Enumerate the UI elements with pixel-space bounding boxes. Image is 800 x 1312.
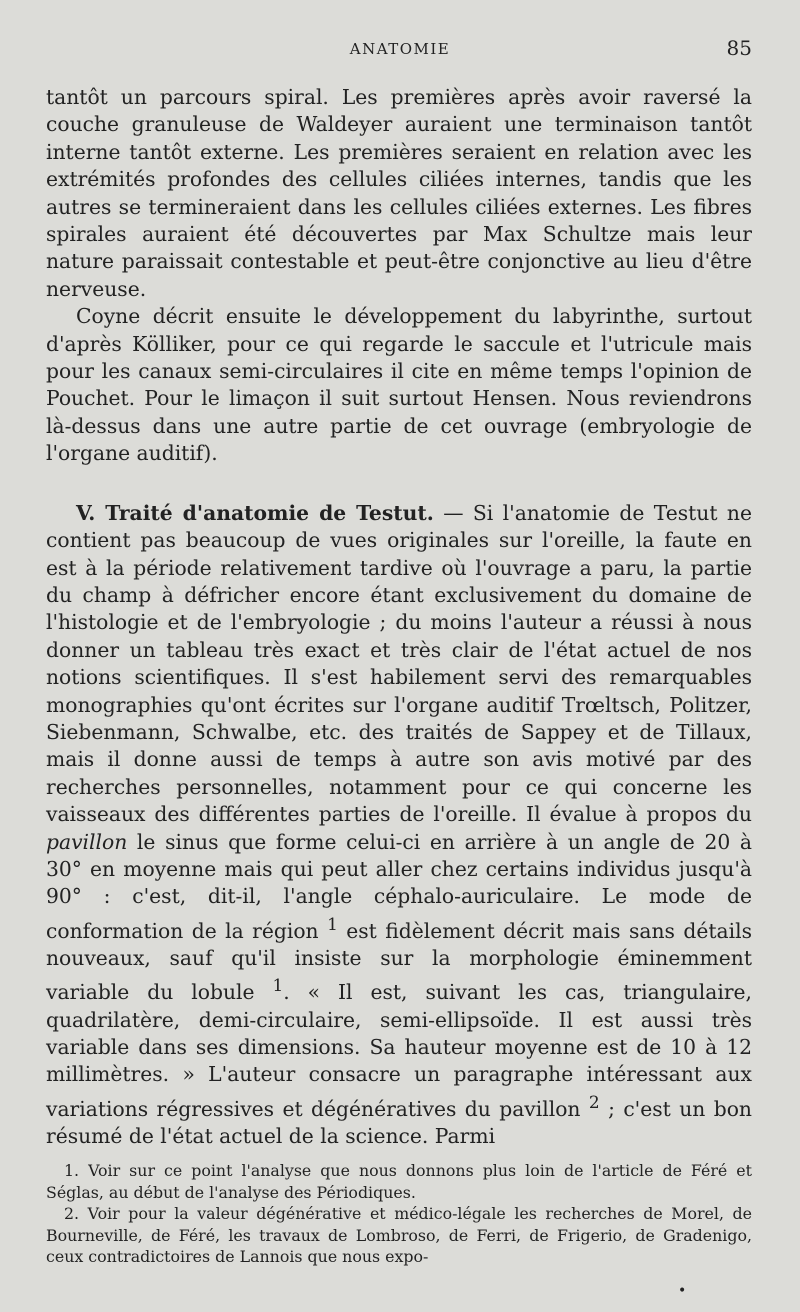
footnote-ref-1: 1: [327, 913, 338, 934]
paragraph-1: tantôt un parcours spiral. Les premières après avoir raversé la couche granuleuse de Waldeyer auraient une terminaison tantôt interne tantôt externe. Les premières seraient en relation avec les extrémités profondes des cellules ciliées internes, tandis que les autres se termineraient dans les cellules ciliées externes. Les fibres spirales auraient été découvertes par Max Schultze mais leur nature paraissait contestable et peut-être conjonctive au lieu d'être nerveuse.: [46, 85, 752, 301]
footnote-1: 1. Voir sur ce point l'analyse que nous donnons plus loin de l'article de Féré et Séglas, au début de l'analyse des Périodiques.: [46, 1161, 752, 1202]
paragraph-3: [46, 500, 752, 1151]
footnote-ref-1b: 1: [272, 975, 284, 996]
section-heading: V. Traité d'anatomie de Testut.: [76, 500, 434, 525]
footnotes: [46, 1160, 752, 1268]
running-title: ANATOMIE: [349, 40, 451, 58]
page-header: [48, 36, 752, 64]
paragraph-3-text-4: . « Il est, suivant les cas, triangulaire, quadrilatère, demi-circulaire, semi-ellipsoïde. Il est aussi très variable dans ses dimensions. Sa hauteur moyenne est de 10 à 12 millimètres. » L'auteur consacre un paragraphe intéressant aux variations régressives et dégénératives du pavillon: [46, 980, 752, 1121]
paragraph-3-text-5: ; c'est un bon résumé de l'état actuel de la science. Parmi: [46, 1096, 752, 1148]
footnote-ref-2: 2: [588, 1091, 600, 1112]
signature-mark: •: [678, 1283, 687, 1299]
page-number: 85: [726, 36, 752, 60]
paragraph-3-text-2: le sinus que forme celui-ci en arrière à un angle de 20 à 30° en moyenne mais qui peut aller chez certains individus jusqu'à 90° : c'est, dit-il, l'angle céphalo-auriculaire. Le mode de conformation de la région: [46, 829, 752, 943]
section-gap: [46, 468, 752, 500]
italic-term: pavillon: [46, 829, 128, 854]
footnote-2: 2. Voir pour la valeur dégénérative et médico-légale les recherches de Morel, de Bourneville, de Féré, les travaux de Lombroso, de Ferri, de Frigerio, de Gradenigo, ceux contradictoires de Lannois que nous expo-: [46, 1204, 752, 1266]
paragraph-2: Coyne décrit ensuite le développement du labyrinthe, surtout d'après Kölliker, pour ce qui regarde le saccule et l'utricule mais pour les canaux semi-circulaires il cite en même temps l'opinion de Pouchet. Pour le limaçon il suit surtout Hensen. Nous reviendrons là-dessus dans une autre partie de cet ouvrage (embryologie de l'organe auditif).: [46, 304, 752, 466]
paragraph-3-text-1: — Si l'anatomie de Testut ne contient pas beaucoup de vues originales sur l'oreille, la faute en est à la période relativement tardive où l'ouvrage a paru, la partie du champ à défricher encore étant exclusivement du domaine de l'histologie et de l'embryologie ; du moins l'auteur a réussi à nous donner un tableau très exact et très clair de l'état actuel de nos notions scientifiques. Il s'est habilement servi des remarquables monographies qu'ont écrites sur l'organe auditif Trœltsch, Politzer, Siebenmann, Schwalbe, etc. des traités de Sappey et de Tillaux, mais il donne aussi de temps à autre son avis motivé par des recherches personnelles, notamment pour ce qui concerne les vaisseaux des différentes parties de l'oreille. Il évalue à propos du: [46, 500, 752, 827]
paragraph-3-text-3: est fidèlement décrit mais sans détails nouveaux, sauf qu'il insiste sur la morphologie éminemment variable du lobule: [46, 918, 752, 1005]
body-text: [46, 84, 752, 1150]
